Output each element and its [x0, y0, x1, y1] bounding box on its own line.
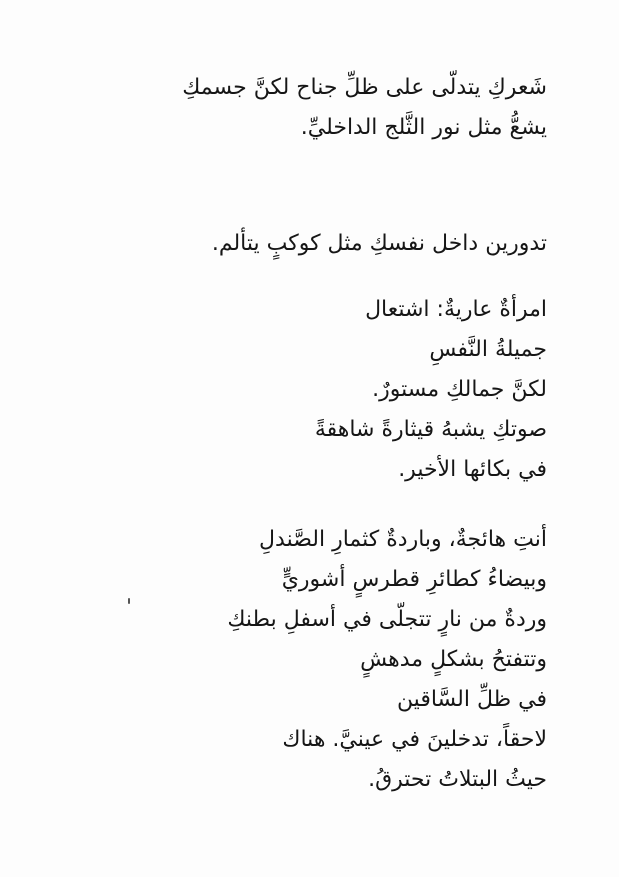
stanza-4	[67, 520, 547, 800]
stanza-1	[67, 68, 547, 148]
poem-text	[67, 68, 547, 800]
poem-line: شَعركِ يتدلّى على ظلِّ جناح لكنَّ جسمكِ	[182, 75, 547, 100]
poem-line: تدورين داخل نفسكِ مثل كوكبٍ يتألم.	[211, 231, 547, 256]
scan-speck	[128, 598, 130, 604]
poem-line: لاحقاً، تدخلينَ في عينيَّ. هناك	[282, 727, 547, 752]
poem-line: وردةٌ من نارٍ تتجلّى في أسفلِ بطنكِ	[227, 607, 547, 632]
stanza-2	[67, 224, 547, 264]
poem-line: جميلةُ النَّفسِ	[429, 337, 547, 362]
poem-line: وتتفتحُ بشكلٍ مدهشٍ	[360, 647, 547, 672]
stanza-break	[67, 264, 547, 290]
poem-line: في بكائها الأخير.	[398, 457, 547, 482]
stanza-break	[67, 148, 547, 224]
stanza-break	[67, 490, 547, 520]
stanza-3	[67, 290, 547, 490]
poem-line: وبيضاءُ كطائرِ قطرسٍ أشوريٍّ	[281, 567, 547, 592]
poem-line: يشعُّ مثل نور الثَّلج الداخليِّ.	[300, 115, 547, 140]
poem-line: في ظلِّ السَّاقين	[396, 687, 547, 712]
poem-line: امرأةٌ عاريةٌ: اشتعال	[365, 297, 547, 322]
poem-line: أنتِ هائجةٌ، وباردةٌ كثمارِ الصَّندلِ	[259, 527, 547, 552]
poem-line: صوتكِ يشبهُ قيثارةً شاهقةً	[314, 417, 547, 442]
poem-line: حيثُ البتلاتُ تحترقُ.	[368, 767, 547, 792]
poem-line: لكنَّ جمالكِ مستورٌ.	[372, 377, 547, 402]
